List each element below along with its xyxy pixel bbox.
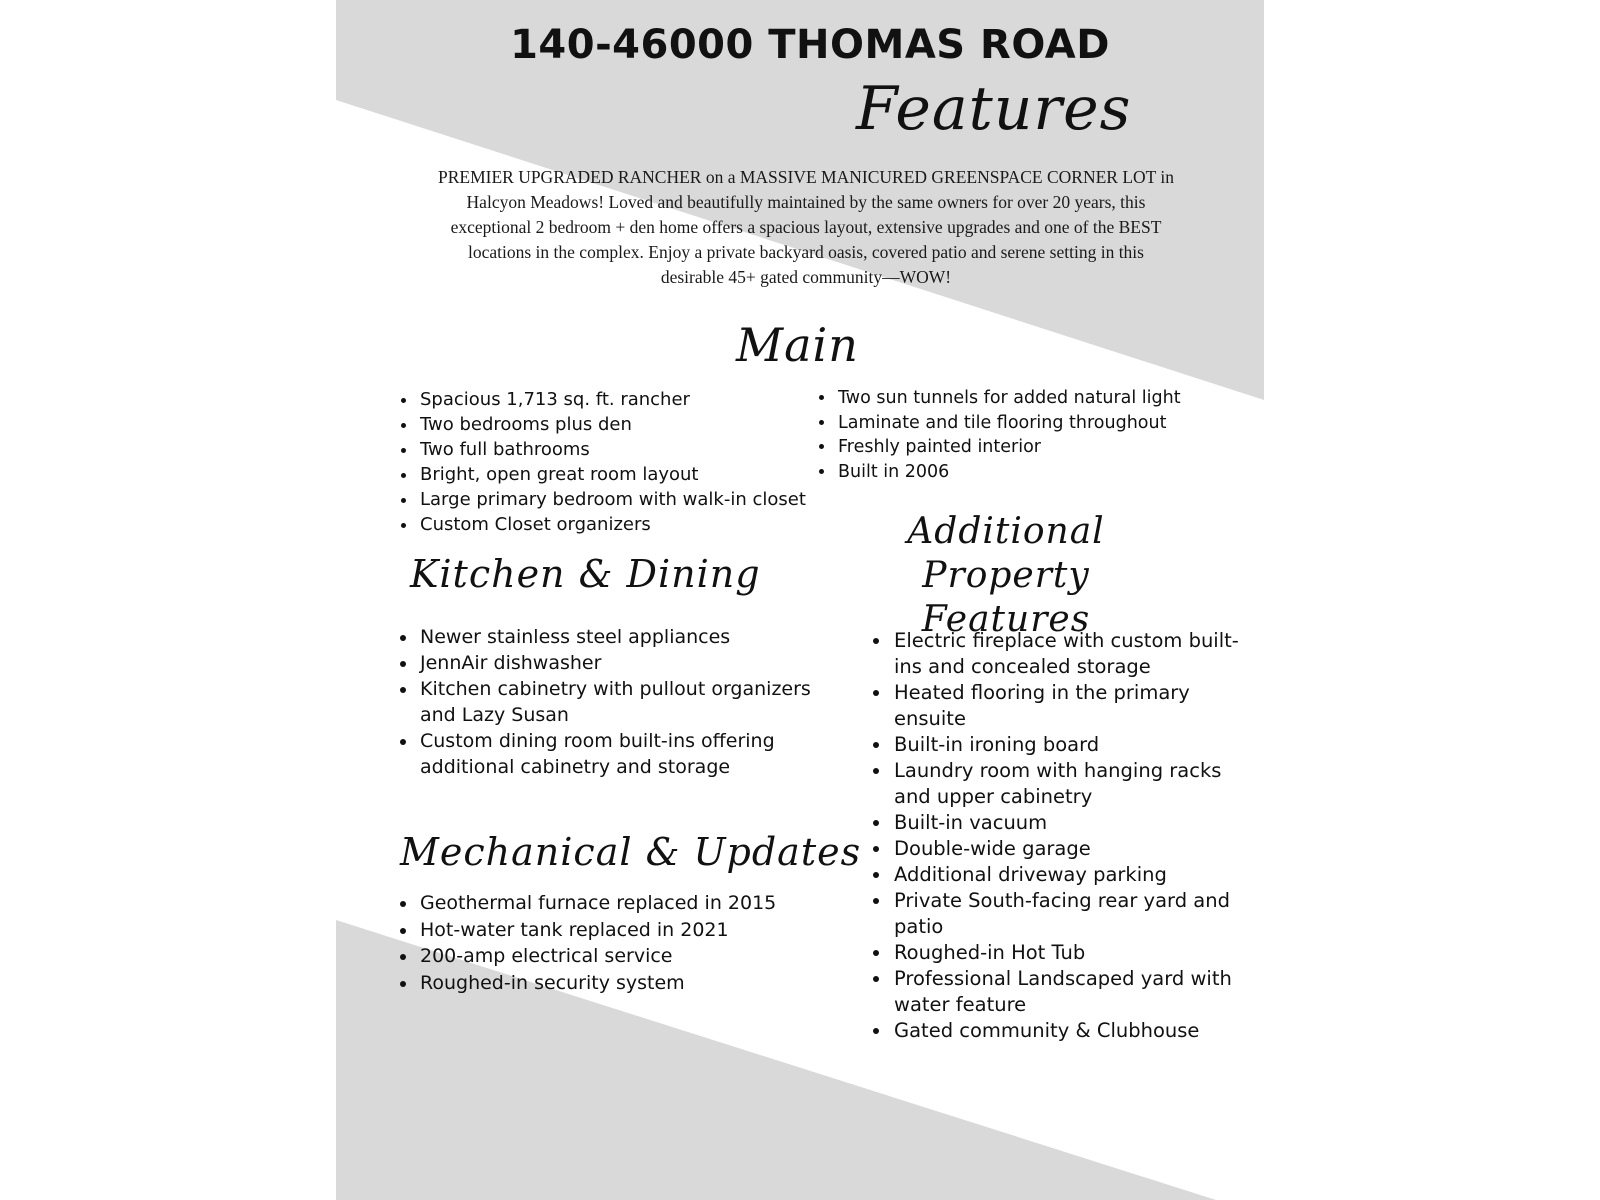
- mechanical-features-list: [396, 890, 838, 996]
- list-item: • Additional driveway parking: [892, 862, 1262, 888]
- list-item: • Geothermal furnace replaced in 2015: [418, 890, 838, 917]
- list-item: • Built in 2006: [836, 460, 1236, 485]
- list-item: • Custom dining room built-ins offering additional cabinetry and storage: [418, 728, 838, 780]
- list-item: • Roughed-in Hot Tub: [892, 940, 1262, 966]
- list-item: • Large primary bedroom with walk-in closet: [418, 487, 838, 512]
- list-item: • Two bedrooms plus den: [418, 412, 838, 437]
- intro-paragraph: PREMIER UPGRADED RANCHER on a MASSIVE MANICURED GREENSPACE CORNER LOT in Halcyon Meadows! Loved and beautifully maintained by the same owners for over 20 years, this exceptional 2 bedroom + den home offers a spacious layout, extensive upgrades and one of the BEST locations in the complex. Enjoy a private backyard oasis, covered patio and serene setting in this desirable 45+ gated community—WOW!: [437, 167, 1175, 287]
- list-item: • Laminate and tile flooring throughout: [836, 411, 1236, 436]
- list-item: • 200-amp electrical service: [418, 943, 838, 970]
- list-item: • Bright, open great room layout: [418, 462, 838, 487]
- list-item: • Hot-water tank replaced in 2021: [418, 917, 838, 944]
- list-item: • JennAir dishwasher: [418, 650, 838, 676]
- list-item: • Professional Landscaped yard with water feature: [892, 966, 1262, 1018]
- list-item: • Kitchen cabinetry with pullout organizers and Lazy Susan: [418, 676, 838, 728]
- list-item: • Two full bathrooms: [418, 437, 838, 462]
- feature-sheet: [336, 0, 1264, 1200]
- list-item: • Two sun tunnels for added natural light: [836, 386, 1236, 411]
- list-item: • Laundry room with hanging racks and upper cabinetry: [892, 758, 1262, 810]
- mechanical-section-heading: Mechanical & Updates: [400, 830, 862, 874]
- kitchen-features-list: [396, 624, 838, 780]
- list-item: • Built-in vacuum: [892, 810, 1262, 836]
- main-features-list-right: [814, 386, 1236, 484]
- kitchen-section-heading: Kitchen & Dining: [410, 552, 761, 596]
- list-item: • Double-wide garage: [892, 836, 1262, 862]
- additional-section-heading: Additional Property Features: [907, 511, 1105, 640]
- main-features-list-left: [396, 387, 838, 537]
- list-item: • Heated flooring in the primary ensuite: [892, 680, 1262, 732]
- list-item: • Gated community & Clubhouse: [892, 1018, 1262, 1044]
- main-section-heading: Main: [736, 318, 859, 372]
- additional-features-list: [870, 628, 1262, 1044]
- list-item: • Private South-facing rear yard and patio: [892, 888, 1262, 940]
- list-item: • Custom Closet organizers: [418, 512, 838, 537]
- list-item: • Electric fireplace with custom built-ins and concealed storage: [892, 628, 1262, 680]
- list-item: • Freshly painted interior: [836, 435, 1236, 460]
- list-item: • Roughed-in security system: [418, 970, 838, 997]
- list-item: • Spacious 1,713 sq. ft. rancher: [418, 387, 838, 412]
- property-address-title: 140-46000 THOMAS ROAD: [510, 22, 1110, 68]
- features-script-heading: Features: [856, 74, 1132, 144]
- list-item: • Newer stainless steel appliances: [418, 624, 838, 650]
- list-item: • Built-in ironing board: [892, 732, 1262, 758]
